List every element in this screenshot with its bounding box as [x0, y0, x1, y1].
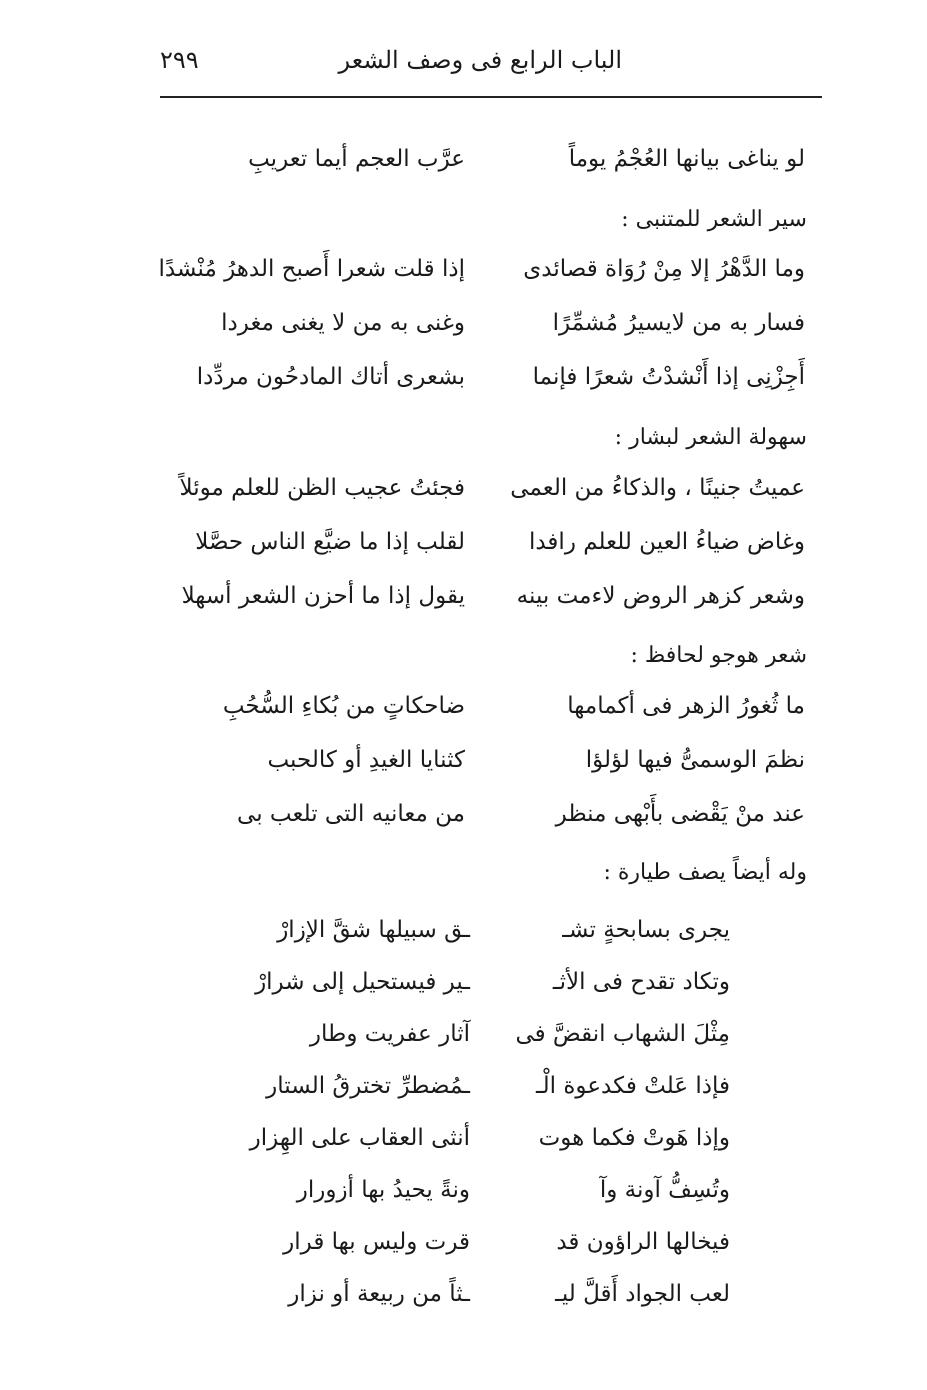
first-hemistich: ما ثُغورُ الزهر فى أكمامها — [567, 693, 805, 719]
section-heading: شعر هوجو لحافظ : — [630, 643, 807, 668]
second-hemistich: وغنى به من لا يغنى مغردا — [221, 310, 465, 336]
second-hemistich: عرَّب العجم أيما تعريبِ — [248, 146, 465, 172]
verse-line — [175, 684, 805, 728]
verse-line — [175, 466, 805, 510]
section-heading: وله أيضاً يصف طيارة : — [603, 860, 807, 885]
first-hemistich: فسار به من لايسيرُ مُشمِّرًا — [552, 310, 805, 336]
verse-line — [240, 1220, 730, 1264]
first-hemistich: فيخالها الراؤون قد — [556, 1229, 730, 1255]
first-hemistich: مِثْلَ الشهاب انقضَّ فى — [515, 1021, 730, 1047]
second-hemistich: من معانيه التى تلعب بى — [237, 801, 465, 827]
section-heading: سير الشعر للمتنبى : — [621, 207, 807, 232]
verse-line — [240, 1116, 730, 1160]
second-hemistich: كثنايا الغيدِ أو كالحبب — [267, 747, 465, 773]
first-hemistich: لعب الجواد أَقلَّ ليـ — [555, 1281, 730, 1307]
chapter-title: الباب الرابع فى وصف الشعر — [338, 46, 622, 74]
second-hemistich: بشعرى أتاك المادحُون مردِّدا — [196, 364, 465, 390]
first-hemistich: لو يناغى بيانها العُجْمُ يوماً — [568, 146, 805, 172]
verse-line — [240, 1168, 730, 1212]
verse-line — [240, 1012, 730, 1056]
second-hemistich: إذا قلت شعرا أَصبح الدهرُ مُنْشدًا — [158, 256, 465, 282]
verse-line — [240, 960, 730, 1004]
second-hemistich: ضاحكاتٍ من بُكاءِ السُّحُبِ — [222, 693, 465, 719]
first-hemistich: وغاض ضياءُ العين للعلم رافدا — [528, 529, 805, 555]
verse-line — [240, 908, 730, 952]
second-hemistich: يقول إذا ما أحزن الشعر أسهلا — [181, 583, 465, 609]
first-hemistich: وتكاد تقدح فى الأثـ — [552, 969, 730, 995]
first-hemistich: وتُسِفُّ آونة وآ — [599, 1177, 730, 1203]
verse-line — [175, 301, 805, 345]
first-hemistich: فإذا عَلتْ فكدعوة الْـ — [535, 1073, 730, 1099]
verse-line — [240, 1272, 730, 1316]
first-hemistich: وإذا هَوتْ فكما هوت — [538, 1125, 730, 1151]
first-hemistich: يجرى بسابحةٍ تشـ — [562, 917, 730, 943]
verse-line — [158, 247, 805, 291]
first-hemistich: وما الدَّهْرُ إلا مِنْ رُوَاة قصائدى — [523, 256, 805, 282]
page-header — [160, 40, 822, 98]
second-hemistich: فجئتُ عجيب الظن للعلم موئلاً — [179, 475, 465, 501]
second-hemistich: ونةً يحيدُ بها أزورار — [296, 1177, 470, 1203]
second-hemistich: ـمُضطرِّ تخترقُ الستار — [266, 1073, 470, 1099]
verse-line — [175, 738, 805, 782]
verse-line — [240, 1064, 730, 1108]
first-hemistich: عند منْ يَقْضى بأَبْهى منظر — [555, 801, 805, 827]
page-number: ٢٩٩ — [160, 46, 199, 74]
verse-line — [175, 355, 805, 399]
second-hemistich: آثار عفريت وطار — [309, 1021, 470, 1047]
verse-line — [175, 137, 805, 181]
first-hemistich: عميتُ جنينًا ، والذكاءُ من العمى — [510, 475, 805, 501]
first-hemistich: وشعر كزهر الروض لاءمت بينه — [516, 583, 805, 609]
first-hemistich: نظمَ الوسمىُّ فيها لؤلؤا — [585, 747, 805, 773]
second-hemistich: أنثى العقاب على الهِزار — [249, 1125, 470, 1151]
verse-line — [175, 574, 805, 618]
first-hemistich: أَجِزْنِى إذا أَنْشدْتُ شعرًا فإنما — [532, 364, 805, 390]
second-hemistich: قرت وليس بها قرار — [283, 1229, 470, 1255]
second-hemistich: ـير فيستحيل إلى شرارْ — [255, 969, 470, 995]
verse-line — [175, 520, 805, 564]
second-hemistich: ـق سبيلها شقَّ الإزارْ — [277, 917, 470, 943]
section-heading: سهولة الشعر لبشار : — [614, 425, 807, 450]
second-hemistich: لقلب إذا ما ضيَّع الناس حصَّلا — [195, 529, 465, 555]
verse-line — [175, 792, 805, 836]
second-hemistich: ـثاً من ربيعة أو نزار — [288, 1281, 470, 1307]
